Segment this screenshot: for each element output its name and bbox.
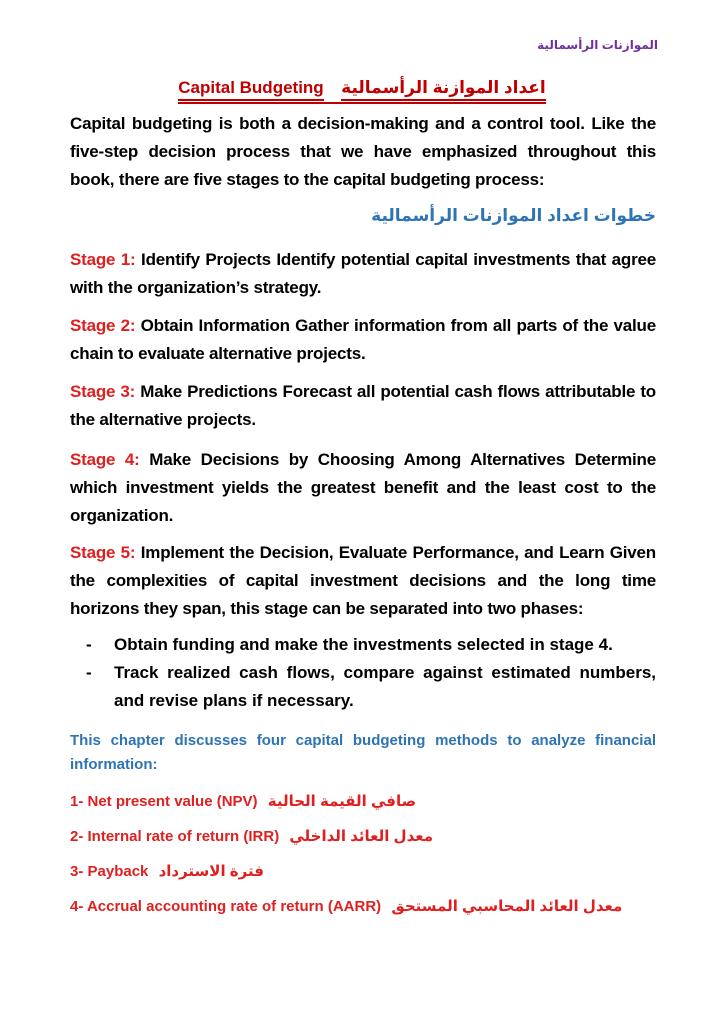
method-payback [70, 862, 264, 880]
dash-bullet-icon: - [86, 635, 92, 654]
stage-label: Stage 2: [70, 316, 136, 335]
stage-4 [70, 446, 656, 530]
stage-5 [70, 539, 656, 623]
method-arabic: فترة الاسترداد [158, 863, 264, 880]
chapter-note: This chapter discusses four capital budgeting methods to analyze financial information: [70, 732, 656, 773]
method-arabic: معدل العائد المحاسبي المستحق [391, 898, 623, 915]
list-item-text: Obtain funding and make the investments selected in stage 4. [114, 635, 613, 654]
method-npv [70, 792, 416, 810]
stage-label: Stage 1: [70, 250, 136, 269]
stage-2 [70, 312, 656, 368]
method-aarr [70, 897, 622, 915]
stage-text: Make Decisions by Choosing Among Alternatives Determine which investment yields the greatest benefit and the least cost to the organization. [70, 450, 656, 525]
title-underlined [178, 78, 545, 104]
method-english: 4- Accrual accounting rate of return (AARR) [70, 898, 382, 915]
method-arabic: صافي القيمة الحالية [267, 793, 417, 810]
stage-1 [70, 246, 656, 302]
method-irr [70, 827, 433, 845]
stages-subheading: خطوات اعداد الموازنات الرأسمالية [371, 206, 656, 225]
list-item-text: Track realized cash flows, compare against estimated numbers, and revise plans if necessary. [114, 663, 656, 710]
method-english: 2- Internal rate of return (IRR) [70, 828, 280, 845]
stage-label: Stage 4: [70, 450, 140, 469]
stage-3 [70, 378, 656, 434]
page-title [0, 78, 724, 104]
title-english: Capital Budgeting [178, 78, 323, 101]
method-english: 3- Payback [70, 863, 149, 880]
stage-text: Implement the Decision, Evaluate Performance, and Learn Given the complexities of capital investment decisions and the long time horizons they span, this stage can be separated into two phases: [70, 543, 656, 618]
stage-text: Make Predictions Forecast all potential cash flows attributable to the alternative projects. [70, 382, 656, 429]
list-item [86, 631, 656, 659]
phase-list [86, 631, 656, 715]
running-header: الموازنات الرأسمالية [537, 38, 658, 52]
stage-text: Obtain Information Gather information from all parts of the value chain to evaluate alternative projects. [70, 316, 656, 363]
list-item [86, 659, 656, 715]
method-arabic: معدل العائد الداخلي [289, 828, 433, 845]
title-arabic: اعداد الموازنة الرأسمالية [341, 78, 546, 101]
dash-bullet-icon: - [86, 663, 92, 682]
stage-label: Stage 3: [70, 382, 136, 401]
stage-text: Identify Projects Identify potential capital investments that agree with the organization’s strategy. [70, 250, 656, 297]
intro-paragraph: Capital budgeting is both a decision-making and a control tool. Like the five-step decision process that we have emphasized throughout this book, there are five stages to the capital budgeting process: [70, 114, 656, 189]
method-english: 1- Net present value (NPV) [70, 793, 258, 810]
stage-label: Stage 5: [70, 543, 136, 562]
